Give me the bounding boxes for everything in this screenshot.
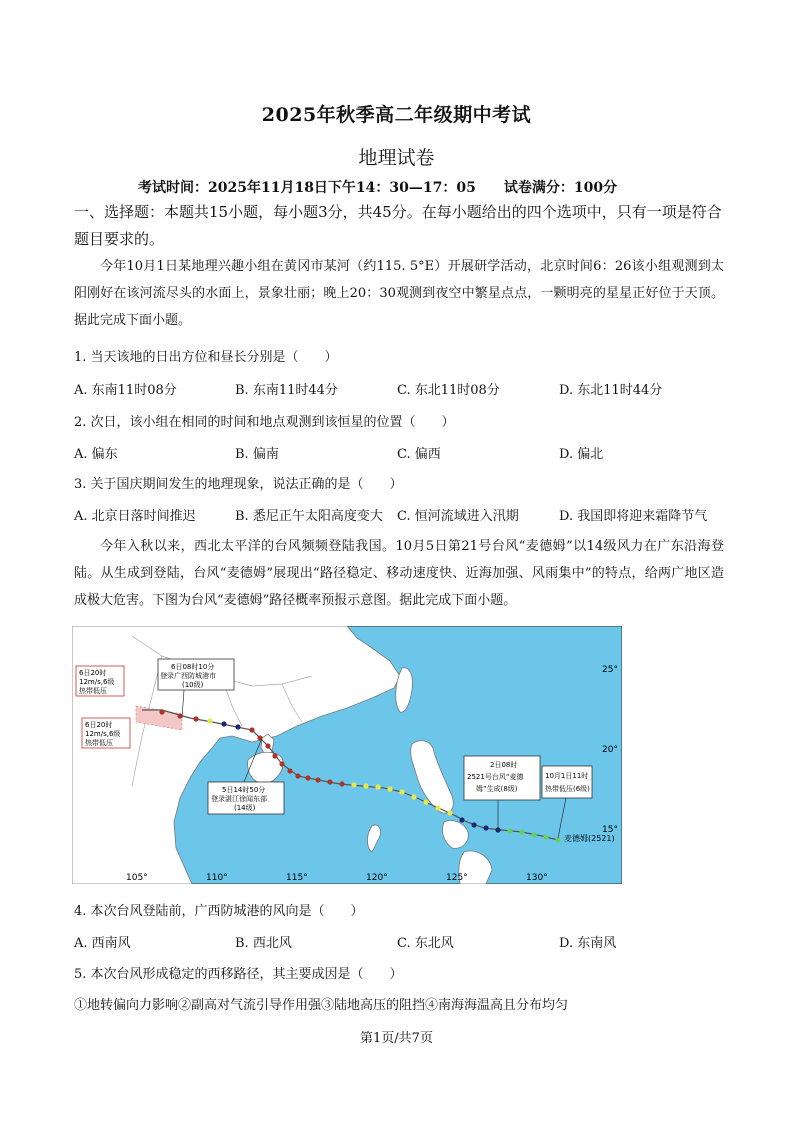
svg-text:2日08时: 2日08时 <box>490 761 518 769</box>
exam-title: 2025年秋季高二年级期中考试 <box>261 104 532 126</box>
svg-text:10月1日11时: 10月1日11时 <box>545 772 589 780</box>
lat-label-15: 15° <box>602 825 618 835</box>
svg-text:登录广西防城港市: 登录广西防城港市 <box>160 672 216 680</box>
svg-text:12m/s,6级: 12m/s,6级 <box>85 730 121 738</box>
svg-text:热带低压: 热带低压 <box>85 739 113 747</box>
page-footer: 第1页/共7页 <box>360 1031 433 1046</box>
q4-option-c: C. 东北风 <box>397 936 454 951</box>
lon-label-130: 130° <box>526 873 548 883</box>
svg-text:12m/s,6级: 12m/s,6级 <box>79 678 115 686</box>
lat-label-25: 25° <box>602 665 618 675</box>
q1-option-c: C. 东北11时08分 <box>397 383 500 398</box>
question-5-statements: ①地转偏向力影响②副高对气流引导作用强③陆地高压的阻挡④南海海温高且分布均匀 <box>74 998 569 1013</box>
svg-text:6日08时10分: 6日08时10分 <box>171 663 215 671</box>
typhoon-name-label: 麦德姆(2521) <box>564 834 615 843</box>
exam-time: 考试时间：2025年11月18日下午14：30—17：05 <box>138 180 476 196</box>
q3-option-c: C. 恒河流域进入汛期 <box>397 509 519 524</box>
passage-2: 今年入秋以来，西北太平洋的台风频频登陆我国。10月5日第21号台风“麦德姆”以14级风力在广东沿海登陆。从生成到登陆，台风“麦德姆”展现出“路径稳定、移动速度快、近海加强、风雨集中”的特点，给两广地区造成极大危害。下图为台风“麦德姆”路径概率预报示意图。据此完成下面小题。 <box>74 539 724 608</box>
lon-label-110: 110° <box>206 873 228 883</box>
lon-label-120: 120° <box>366 873 388 883</box>
q4-option-d: D. 东南风 <box>559 936 617 951</box>
typhoon-track-map <box>72 626 622 884</box>
q1-option-b: B. 东南11时44分 <box>235 383 338 398</box>
svg-text:5日14时50分: 5日14时50分 <box>222 786 266 794</box>
full-score: 试卷满分：100分 <box>503 180 618 196</box>
q3-option-a: A. 北京日落时间推迟 <box>74 509 196 524</box>
passage-1: 今年10月1日某地理兴趣小组在黄冈市某河（约115. 5°E）开展研学活动，北京时间6：26该小组观测到太阳刚好在该河流尽头的水面上，景象壮丽；晚上20：30观测到夜空中繁星点点，一颗明亮的星星正好位于天顶。据此完成下面小题。 <box>74 259 724 328</box>
svg-text:姆”生成(8级): 姆”生成(8级) <box>476 785 518 793</box>
svg-text:(14级): (14级) <box>234 804 256 812</box>
exam-info <box>138 177 617 197</box>
exam-subject: 地理试卷 <box>358 147 435 169</box>
q2-option-b: B. 偏南 <box>235 447 279 462</box>
question-5-stem: 5. 本次台风形成稳定的西移路径，其主要成因是（ ） <box>74 967 403 982</box>
q3-option-b: B. 悉尼正午太阳高度变大 <box>235 509 383 524</box>
callout-6d20-bottom <box>82 718 130 748</box>
q1-option-a: A. 东南11时08分 <box>74 383 177 398</box>
q2-option-d: D. 偏北 <box>559 447 604 462</box>
lon-label-105: 105° <box>126 873 148 883</box>
question-2-stem: 2. 次日，该小组在相同的时间和地点观测到该恒星的位置（ ） <box>74 415 455 430</box>
q4-option-a: A. 西南风 <box>74 936 131 951</box>
svg-text:热带低压: 热带低压 <box>79 687 107 695</box>
question-1-stem: 1. 当天该地的日出方位和昼长分别是（ ） <box>74 350 338 365</box>
lon-label-115: 115° <box>286 873 308 883</box>
q2-option-a: A. 偏东 <box>74 447 118 462</box>
question-3-stem: 3. 关于国庆期间发生的地理现象，说法正确的是（ ） <box>74 477 403 492</box>
svg-text:2521号台风“麦德: 2521号台风“麦德 <box>467 773 524 781</box>
section-instructions: 一、选择题：本题共15小题，每小题3分，共45分。在每小题给出的四个选项中，只有一项是符合题目要求的。 <box>74 203 722 248</box>
question-4-stem: 4. 本次台风登陆前，广西防城港的风向是（ ） <box>74 904 364 919</box>
q3-option-d: D. 我国即将迎来霜降节气 <box>559 509 708 524</box>
lon-label-125: 125° <box>446 873 468 883</box>
svg-text:(10级): (10级) <box>182 681 204 689</box>
callout-6d20-top <box>76 666 124 696</box>
svg-text:6日20时: 6日20时 <box>79 669 107 677</box>
q1-option-d: D. 东北11时44分 <box>559 383 663 398</box>
lat-label-20: 20° <box>602 745 618 755</box>
svg-text:登录湛江徐闻东部: 登录湛江徐闻东部 <box>211 795 267 803</box>
svg-text:热带低压(6级): 热带低压(6级) <box>545 785 590 793</box>
q2-option-c: C. 偏西 <box>397 447 441 462</box>
q4-option-b: B. 西北风 <box>235 936 292 951</box>
svg-text:6日20时: 6日20时 <box>85 721 113 729</box>
